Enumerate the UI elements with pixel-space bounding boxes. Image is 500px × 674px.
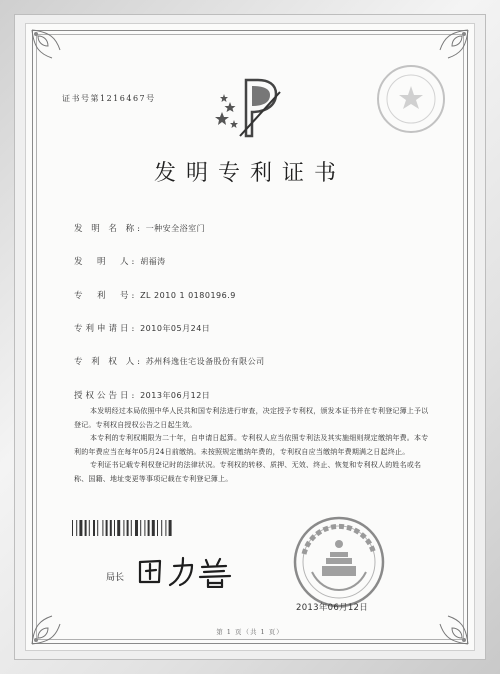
corner-ornament-icon [30,606,70,646]
barcode [72,520,210,536]
field-label: 专 利 权 人: [74,357,143,367]
director-label: 局长 [106,573,125,583]
field-value: 苏州科逸住宅设备股份有限公司 [145,357,265,366]
field-label: 专 利 号: [74,291,138,301]
director-signature [134,552,244,588]
certificate-number: 证书号第1216467号 [62,94,156,103]
body-paragraph: 本发明经过本局依照中华人民共和国专利法进行审查，决定授予专利权，颁发本证书并在专利登记簿上予以登记。专利权自授权公告之日起生效。 [74,407,429,429]
field-patent-number [74,289,236,301]
field-patentee [74,355,265,367]
field-value: 一种安全浴室门 [145,224,206,233]
field-grant-date [74,389,210,401]
corner-ornament-icon [30,28,70,68]
patent-office-emblem-icon [210,72,286,142]
certificate-body [74,405,430,486]
corner-ornament-icon [430,606,470,646]
field-label: 发 明 名 称: [74,224,143,234]
field-application-date [74,322,210,334]
certificate-title: 发明专利证书 [153,161,346,186]
field-value: 胡福涛 [140,257,166,266]
field-label: 专利申请日: [74,324,138,334]
official-seal-icon [282,514,396,610]
page-number: 第 1 页（共 1 页） [216,628,284,636]
issue-date: 2013年06月12日 [296,603,369,613]
field-value: 2013年06月12日 [140,391,211,400]
field-invention-name [74,222,205,234]
field-label: 发 明 人: [74,257,138,267]
field-label: 授权公告日: [74,391,138,401]
field-value: ZL 2010 1 0180196.9 [140,291,236,300]
field-inventor [74,255,166,267]
faint-stamp-icon [372,60,450,138]
field-value: 2010年05月24日 [140,324,211,333]
body-paragraph: 本专利的专利权期限为二十年，自申请日起算。专利权人应当依照专利法及其实施细则规定缴纳年费。本专利的年费应当在每年05月24日前缴纳。未按照规定缴纳年费的，专利权自应当缴纳年费期满之日起终止。 [74,434,429,456]
body-paragraph: 专利证书记载专利权登记时的法律状况。专利权的转移、质押、无效、终止、恢复和专利权人的姓名或名称、国籍、地址变更等事项记载在专利登记簿上。 [74,461,422,483]
